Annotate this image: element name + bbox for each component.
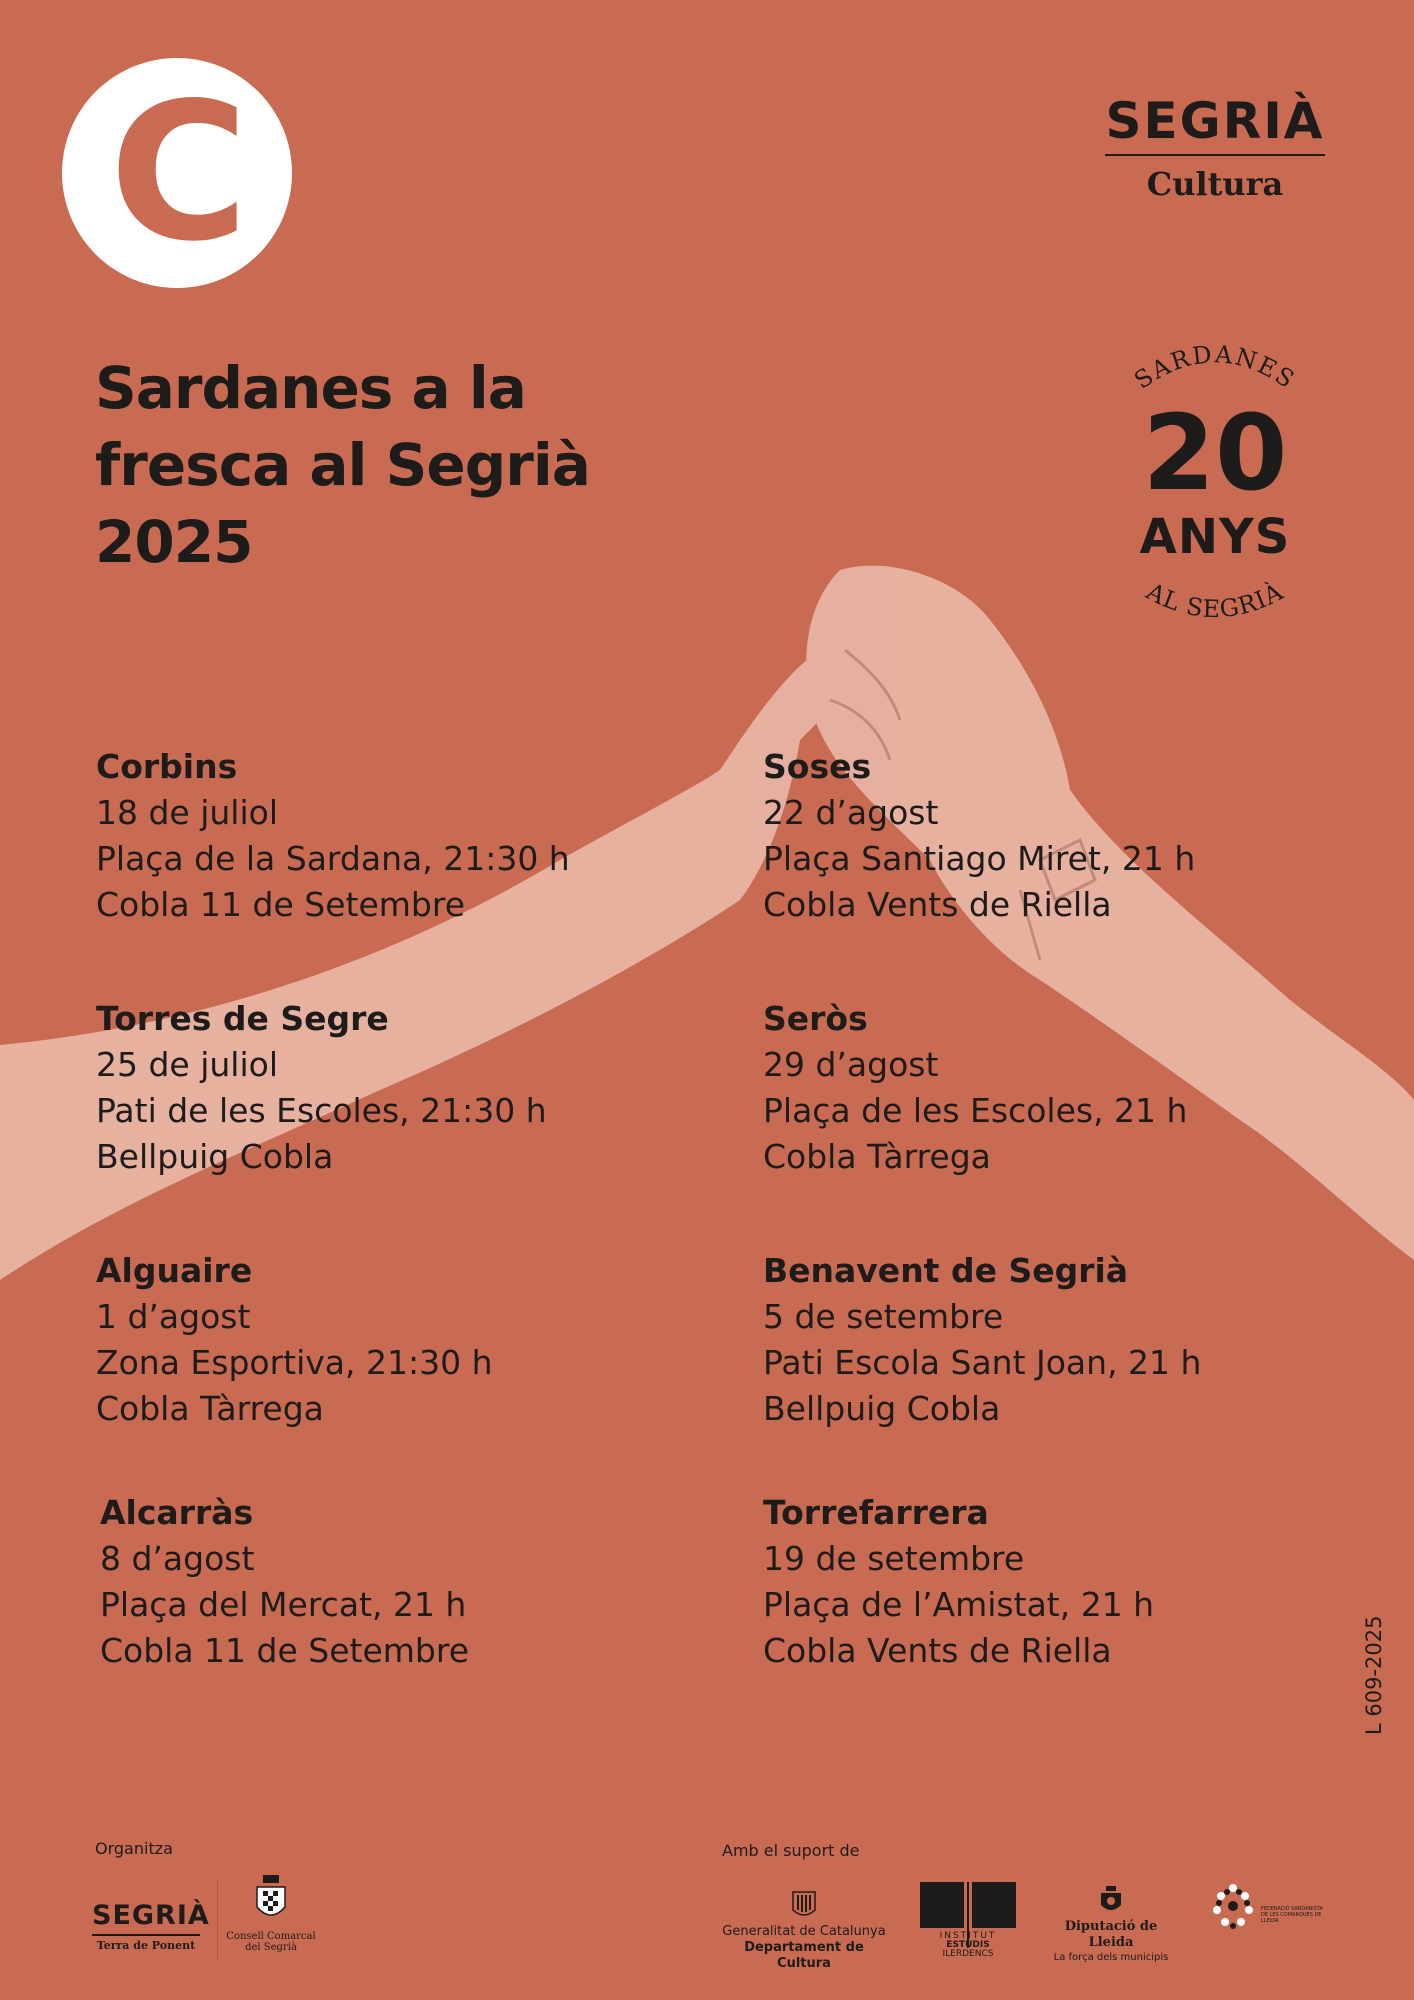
svg-text:ILERDENCS: ILERDENCS [942, 1949, 994, 1958]
segria-terra-de-ponent-logo [92, 1900, 210, 1952]
organizer-subtitle: Terra de Ponent [96, 1938, 196, 1952]
sponsor-line2: Departament de Cultura [744, 1940, 864, 1971]
brand-name: SEGRIÀ [1105, 92, 1325, 150]
event-date: 18 de juliol [96, 793, 278, 832]
segria-cultura-brand [1105, 92, 1325, 204]
event-soses [763, 744, 1195, 928]
event-cobla: Cobla 11 de Setembre [100, 1631, 470, 1670]
cultura-c-logo [62, 58, 292, 288]
event-cobla: Bellpuig Cobla [96, 1137, 334, 1176]
event-place: Plaça de l’Amistat, 21 h [763, 1585, 1155, 1624]
event-date: 25 de juliol [96, 1045, 278, 1084]
badge-number: 20 [1142, 392, 1288, 514]
event-place: Zona Esportiva, 21:30 h [96, 1343, 493, 1382]
event-cobla: Cobla Vents de Riella [763, 885, 1112, 924]
logo-letter: C [109, 62, 245, 283]
suport-label: Amb el suport de [722, 1841, 860, 1860]
badge-word: ANYS [1139, 509, 1291, 565]
organizer-divider [92, 1934, 200, 1936]
event-town: Benavent de Segrià [763, 1251, 1129, 1290]
sponsor-line1: Diputació de Lleida [1064, 1919, 1158, 1950]
sponsor-line2: La força dels municipis [1053, 1952, 1169, 1963]
event-date: 19 de setembre [763, 1539, 1025, 1578]
event-date: 5 de setembre [763, 1297, 1004, 1336]
event-seros [763, 996, 1187, 1180]
event-place: Pati Escola Sant Joan, 21 h [763, 1343, 1202, 1382]
footer-divider [217, 1880, 218, 1960]
brand-divider [1105, 154, 1325, 156]
event-place: Plaça de les Escoles, 21 h [763, 1091, 1188, 1130]
event-cobla: Cobla Vents de Riella [763, 1631, 1112, 1670]
event-torres-de-segre [96, 996, 547, 1180]
event-town: Soses [763, 747, 872, 786]
institut-estudis-ilerdencs-logo [920, 1882, 1016, 1962]
event-alguaire [96, 1248, 493, 1432]
event-place: Plaça del Mercat, 21 h [100, 1585, 467, 1624]
event-place: Plaça Santiago Miret, 21 h [763, 839, 1196, 878]
event-town: Torrefarrera [763, 1493, 989, 1532]
hands-illustration [0, 560, 1414, 1320]
event-date: 8 d’agost [100, 1539, 255, 1578]
event-date: 29 d’agost [763, 1045, 939, 1084]
event-town: Alcarràs [100, 1493, 254, 1532]
event-cobla: Cobla Tàrrega [763, 1137, 991, 1176]
organizer-caption: Consell Comarcal del Segrià [226, 1931, 316, 1953]
generalitat-icon [791, 1890, 817, 1920]
sponsor-line1: Generalitat de Catalunya [722, 1924, 886, 1939]
title-line: 2025 [95, 508, 253, 576]
title-line: fresca al Segrià [95, 431, 590, 499]
event-cobla: Cobla Tàrrega [96, 1389, 324, 1428]
sponsor-caption: FEDERACIÓ SARDANISTA DE LES COMARQUES DE LLEIDA [1261, 1906, 1323, 1924]
diputacio-crest-icon [1099, 1885, 1123, 1915]
event-town: Alguaire [96, 1251, 253, 1290]
event-town: Seròs [763, 999, 868, 1038]
event-town: Corbins [96, 747, 238, 786]
organitza-label: Organitza [95, 1839, 173, 1858]
consell-comarcal-logo [226, 1873, 316, 1953]
brand-subtitle: Cultura [1146, 165, 1284, 203]
organizer-name: SEGRIÀ [92, 1900, 210, 1931]
title-line: Sardanes a la [95, 354, 526, 422]
event-place: Pati de les Escoles, 21:30 h [96, 1091, 547, 1130]
event-cobla: Bellpuig Cobla [763, 1389, 1001, 1428]
event-date: 1 d’agost [96, 1297, 251, 1336]
svg-text:ESTUDIS: ESTUDIS [946, 1940, 990, 1950]
generalitat-logo [718, 1890, 890, 1972]
coat-of-arms-icon [251, 1873, 291, 1925]
anniversary-badge [1115, 330, 1315, 640]
event-alcarras [100, 1490, 469, 1674]
event-town: Torres de Segre [96, 999, 389, 1038]
legal-deposit-code: L 609-2025 [1362, 1615, 1386, 1735]
event-corbins [96, 744, 570, 928]
poster-title [95, 350, 715, 581]
diputacio-lleida-logo [1045, 1885, 1177, 1965]
event-cobla: Cobla 11 de Setembre [96, 885, 466, 924]
event-place: Plaça de la Sardana, 21:30 h [96, 839, 570, 878]
event-benavent-de-segria [763, 1248, 1201, 1432]
badge-top-text: SARDANES [1129, 340, 1301, 395]
federacio-sardanista-logo [1205, 1878, 1325, 1938]
event-torrefarrera [763, 1490, 1154, 1674]
event-date: 22 d’agost [763, 793, 939, 832]
badge-bottom-text: AL SEGRIÀ [1141, 577, 1289, 624]
iei-mark-icon [920, 1882, 1016, 1958]
svg-text:INSTITUT: INSTITUT [939, 1931, 997, 1941]
